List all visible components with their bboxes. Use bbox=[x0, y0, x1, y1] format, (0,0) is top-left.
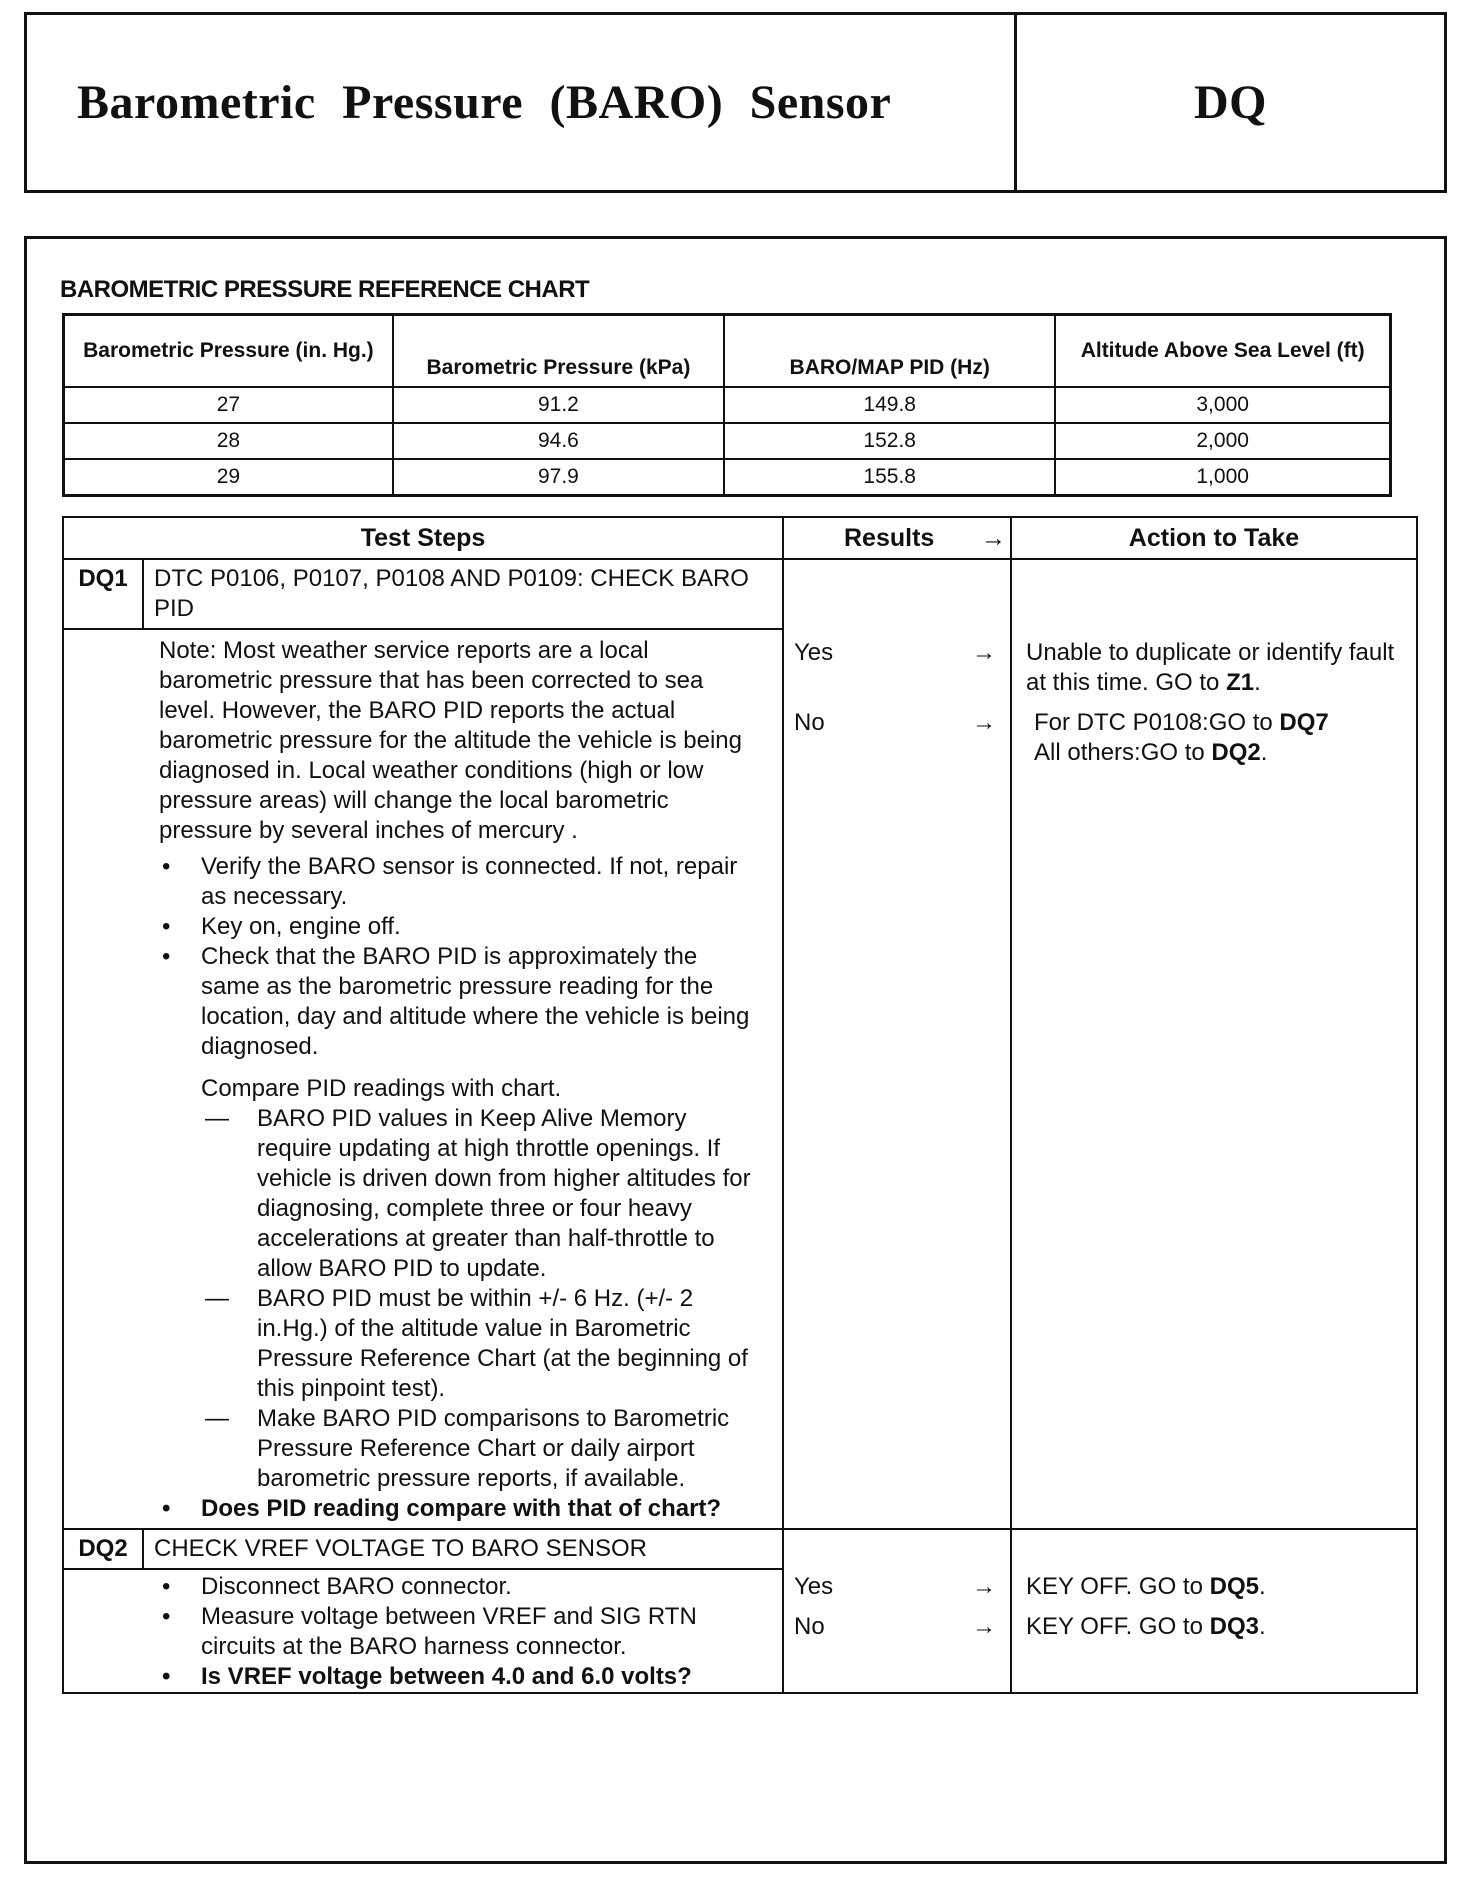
column-header: BARO/MAP PID (Hz) bbox=[724, 315, 1055, 388]
list-item: • Measure voltage between VREF and SIG RTN circuits at the BARO harness connector. bbox=[159, 1602, 754, 1662]
table-cell: 155.8 bbox=[724, 459, 1055, 496]
action-text: . bbox=[1260, 739, 1268, 766]
arrow-icon: → bbox=[972, 709, 996, 736]
results-header-label: Results bbox=[844, 524, 935, 552]
table-cell: 28 bbox=[64, 423, 393, 459]
arrow-icon: → bbox=[972, 639, 996, 666]
section-code: DQ bbox=[1194, 76, 1267, 129]
table-row bbox=[64, 423, 1391, 459]
table-cell: 94.6 bbox=[393, 423, 724, 459]
action-text: Unable to duplicate or identify fault at this time. GO to bbox=[1026, 639, 1395, 696]
step-id: DQ2 bbox=[64, 1530, 144, 1568]
step-reference: Z1 bbox=[1226, 669, 1255, 696]
table-header-row bbox=[63, 517, 1417, 559]
step-body bbox=[64, 1570, 782, 1692]
list-item: — Make BARO PID comparisons to Barometric Pressure Reference Chart or daily airport barometric pressure reports, if available. bbox=[201, 1404, 754, 1494]
test-steps-header: Test Steps bbox=[63, 517, 783, 559]
action-text: KEY OFF. GO to bbox=[1026, 1613, 1210, 1640]
step-reference: DQ3 bbox=[1209, 1613, 1259, 1640]
action-text: . bbox=[1254, 669, 1261, 696]
compare-block bbox=[159, 1074, 754, 1494]
step-title: DTC P0106, P0107, P0108 AND P0109: CHECK BARO PID bbox=[154, 565, 749, 622]
step-row-dq1 bbox=[63, 559, 1417, 1529]
test-steps-cell bbox=[63, 1529, 783, 1693]
list-item: • Disconnect BARO connector. bbox=[159, 1572, 754, 1602]
action-text: . bbox=[1258, 1613, 1266, 1640]
compare-text: Compare PID readings with chart. bbox=[201, 1075, 562, 1102]
question-item: • Does PID reading compare with that of chart? bbox=[159, 1494, 754, 1524]
reference-chart-title: BAROMETRIC PRESSURE REFERENCE CHART bbox=[60, 276, 590, 303]
result-label: Yes bbox=[794, 639, 834, 666]
step-reference: DQ2 bbox=[1211, 739, 1261, 766]
action-text: All others:GO to bbox=[1034, 739, 1212, 766]
action-yes bbox=[1026, 1572, 1404, 1602]
table-cell: 27 bbox=[64, 387, 393, 423]
result-no bbox=[794, 708, 1000, 738]
result-label: Yes bbox=[794, 1573, 834, 1600]
step-title-bar bbox=[64, 560, 782, 630]
result-label: No bbox=[794, 1613, 825, 1640]
results-list bbox=[784, 1530, 1010, 1642]
step-body bbox=[64, 630, 782, 1528]
result-yes bbox=[794, 1572, 1000, 1602]
table-cell: 1,000 bbox=[1055, 459, 1390, 496]
results-cell bbox=[783, 559, 1011, 1529]
list-item: • Check that the BARO PID is approximately the same as the barometric pressure reading for the location, day and altitude where the vehicle is being diagnosed. bbox=[159, 942, 754, 1062]
action-text: For DTC P0108:GO to bbox=[1034, 709, 1280, 736]
step-title: CHECK VREF VOLTAGE TO BARO SENSOR bbox=[154, 1535, 647, 1562]
table-cell: 149.8 bbox=[724, 387, 1055, 423]
action-text: KEY OFF. GO to bbox=[1026, 1573, 1210, 1600]
result-no bbox=[794, 1612, 1000, 1642]
table-cell: 97.9 bbox=[393, 459, 724, 496]
step-reference: DQ7 bbox=[1279, 709, 1329, 736]
table-cell: 152.8 bbox=[724, 423, 1055, 459]
question-item: • Is VREF voltage between 4.0 and 6.0 volts? bbox=[159, 1662, 754, 1692]
table-cell: 91.2 bbox=[393, 387, 724, 423]
bullet-list bbox=[159, 852, 754, 1062]
test-steps-table bbox=[62, 516, 1418, 1694]
step-title-bar bbox=[64, 1530, 782, 1570]
results-header bbox=[783, 517, 1011, 559]
actions-list bbox=[1012, 560, 1416, 768]
action-line bbox=[1034, 738, 1404, 768]
test-steps-cell bbox=[63, 559, 783, 1529]
column-header: Barometric Pressure (in. Hg.) bbox=[64, 315, 393, 388]
bullet-list bbox=[159, 1494, 754, 1524]
bullet-list bbox=[159, 1572, 754, 1692]
action-no bbox=[1026, 1612, 1404, 1642]
action-header: Action to Take bbox=[1011, 517, 1417, 559]
arrow-icon: → bbox=[972, 1613, 996, 1640]
list-item: — BARO PID must be within +/- 6 Hz. (+/- 2 in.Hg.) of the altitude value in Barometric Pressure Reference Chart (at the beginning of this pinpoint test). bbox=[201, 1284, 754, 1404]
result-yes bbox=[794, 638, 1000, 668]
reference-chart-table bbox=[62, 313, 1392, 497]
list-item: — BARO PID values in Keep Alive Memory require updating at high throttle openings. If vehicle is driven down from higher altitudes for diagnosing, complete three or four heavy accelerations at greater than half-throttle to allow BARO PID to update. bbox=[201, 1104, 754, 1284]
title-box bbox=[24, 12, 1017, 193]
column-header: Altitude Above Sea Level (ft) bbox=[1055, 315, 1390, 388]
action-cell bbox=[1011, 559, 1417, 1529]
list-item: • Key on, engine off. bbox=[159, 912, 754, 942]
results-list bbox=[784, 560, 1010, 738]
arrow-icon: → bbox=[981, 524, 1006, 552]
table-header-row bbox=[64, 315, 1391, 388]
table-cell: 2,000 bbox=[1055, 423, 1390, 459]
list-item: • Verify the BARO sensor is connected. If not, repair as necessary. bbox=[159, 852, 754, 912]
actions-list bbox=[1012, 1530, 1416, 1642]
section-code-box bbox=[1017, 12, 1447, 193]
table-row bbox=[64, 387, 1391, 423]
arrow-icon: → bbox=[972, 1573, 996, 1600]
result-label: No bbox=[794, 709, 825, 736]
action-no bbox=[1026, 708, 1404, 768]
action-cell bbox=[1011, 1529, 1417, 1693]
step-reference: DQ5 bbox=[1209, 1573, 1259, 1600]
action-yes bbox=[1026, 638, 1404, 698]
table-cell: 3,000 bbox=[1055, 387, 1390, 423]
column-header: Barometric Pressure (kPa) bbox=[393, 315, 724, 388]
note-text: Note: Most weather service reports are a local barometric pressure that has been corrected to sea level. However, the BARO PID reports the actual barometric pressure for the altitude the vehicle is being diagnosed in. Local weather conditions (high or low pressure areas) will change the local barometric pressure by several inches of mercury . bbox=[159, 637, 742, 844]
step-row-dq2 bbox=[63, 1529, 1417, 1693]
results-cell bbox=[783, 1529, 1011, 1693]
step-id: DQ1 bbox=[64, 560, 144, 628]
table-cell: 29 bbox=[64, 459, 393, 496]
action-line bbox=[1034, 708, 1404, 738]
action-text: . bbox=[1258, 1573, 1266, 1600]
dash-list bbox=[201, 1104, 754, 1494]
table-row bbox=[64, 459, 1391, 496]
page-title: Barometric Pressure (BARO) Sensor bbox=[77, 76, 892, 129]
